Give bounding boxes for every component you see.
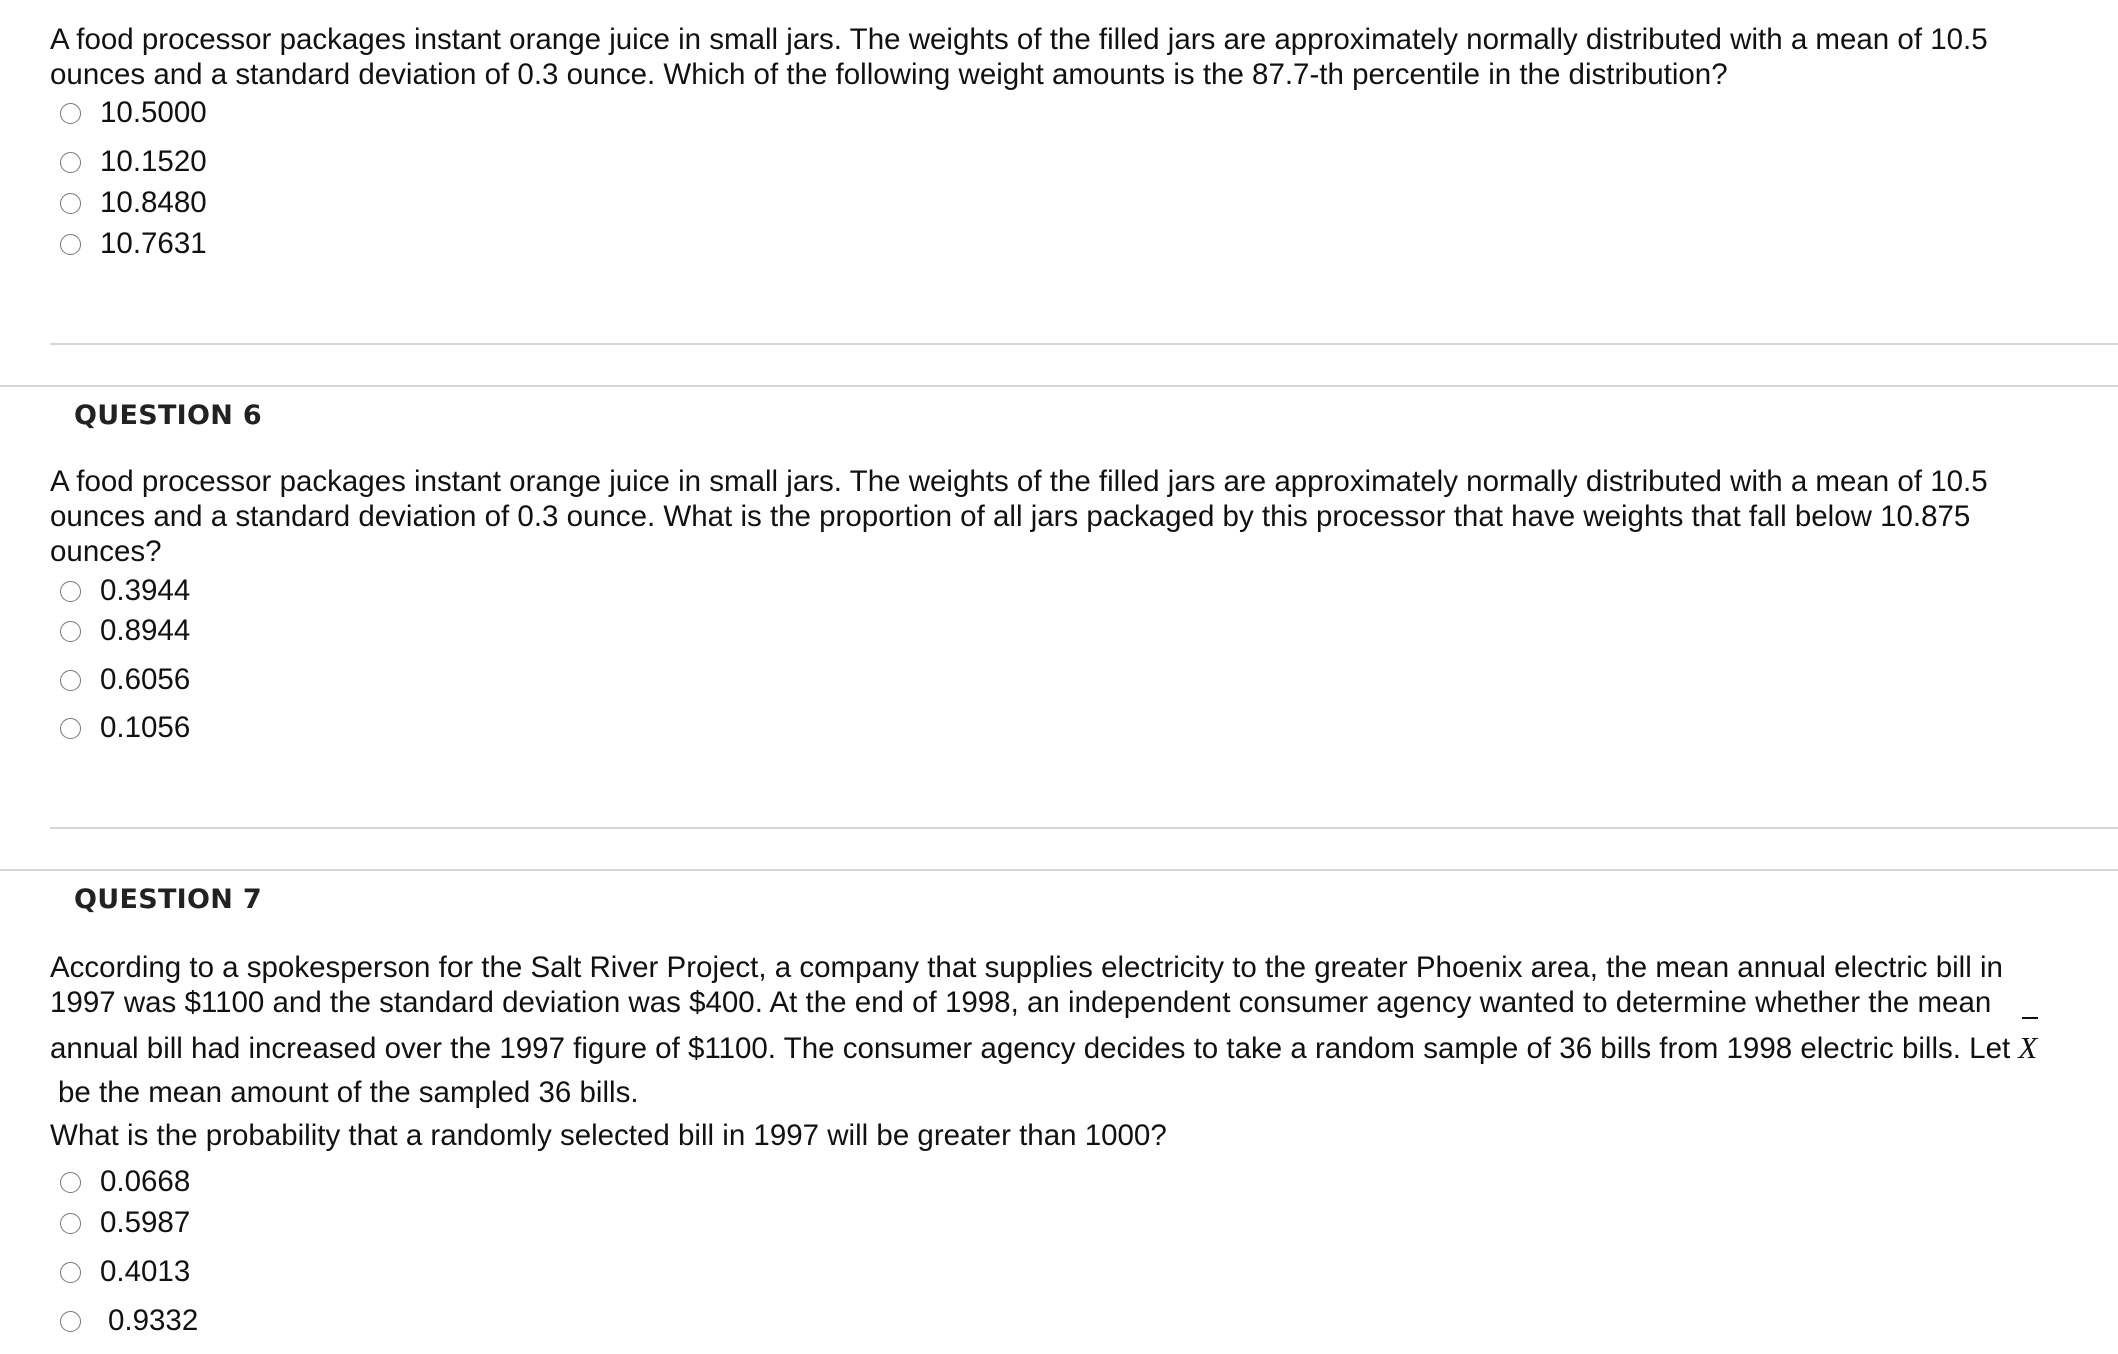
divider (50, 343, 2118, 345)
radio-button[interactable] (60, 718, 81, 739)
section-divider (0, 869, 2118, 871)
q6-option-3[interactable] (60, 663, 190, 697)
q6-question-text (50, 464, 2050, 569)
q7-question-line-3-text: annual bill had increased over the 1997 figure of $1100. The consumer agency decides to take a random sample of 36 bills from 1998 electric bills. Let (50, 1032, 2011, 1065)
q6-heading: QUESTION 6 (74, 400, 262, 431)
q7-option-3-label: 0.4013 (100, 1255, 191, 1288)
q5-option-1-label: 10.5000 (100, 96, 207, 129)
q7-option-1-label: 0.0668 (100, 1165, 191, 1198)
x-bar-symbol: X (2018, 1030, 2038, 1065)
radio-button[interactable] (60, 1213, 81, 1234)
q5-option-2-label: 10.1520 (100, 145, 207, 178)
q6-option-3-label: 0.6056 (100, 663, 191, 696)
radio-button[interactable] (60, 581, 81, 602)
q6-option-4-label: 0.1056 (100, 711, 191, 744)
q5-option-3[interactable] (60, 186, 207, 220)
radio-button[interactable] (60, 152, 81, 173)
divider (50, 827, 2118, 829)
radio-button[interactable] (60, 1311, 81, 1332)
q7-option-1[interactable] (60, 1165, 190, 1199)
radio-button[interactable] (60, 1262, 81, 1283)
radio-button[interactable] (60, 621, 81, 642)
q7-question-line-4: be the mean amount of the sampled 36 bills. (58, 1076, 639, 1109)
q5-option-1[interactable] (60, 96, 207, 130)
radio-button[interactable] (60, 234, 81, 255)
q6-option-1-label: 0.3944 (100, 574, 191, 607)
radio-button[interactable] (60, 193, 81, 214)
q7-option-2[interactable] (60, 1206, 190, 1240)
radio-button[interactable] (60, 670, 81, 691)
q5-question-paragraph: A food processor packages instant orange juice in small jars. The weights of the filled jars are approximately normally distributed with a mean of 10.5 ounces and a standard deviation of 0.3 ounce. Which of the following weight amounts is the 87.7-th percentile in the distribution? (50, 23, 1988, 91)
q6-option-2-label: 0.8944 (100, 614, 191, 647)
q7-option-4[interactable] (60, 1304, 198, 1338)
q6-option-1[interactable] (60, 574, 190, 608)
section-divider (0, 385, 2118, 387)
q5-option-4[interactable] (60, 227, 207, 261)
radio-button[interactable] (60, 103, 81, 124)
q6-question-paragraph: A food processor packages instant orange juice in small jars. The weights of the filled jars are approximately normally distributed with a mean of 10.5 ounces and a standard deviation of 0.3 ounce. What is the proportion of all jars packaged by this processor that have weights that fall below 10.875 ounces? (50, 465, 1988, 568)
q7-option-3[interactable] (60, 1255, 190, 1289)
q7-option-2-label: 0.5987 (100, 1206, 191, 1239)
q7-heading: QUESTION 7 (74, 884, 262, 915)
q5-option-2[interactable] (60, 145, 207, 179)
q6-option-4[interactable] (60, 711, 190, 745)
q7-question-prompt: What is the probability that a randomly selected bill in 1997 will be greater than 1000? (50, 1119, 1167, 1152)
q7-question-line-2: 1997 was $1100 and the standard deviation was $400. At the end of 1998, an independent consumer agency wanted to determine whether the mean (50, 986, 1992, 1019)
radio-button[interactable] (60, 1172, 81, 1193)
q7-question-line-3 (50, 1030, 2050, 1066)
q7-question-line-1: According to a spokesperson for the Salt River Project, a company that supplies electricity to the greater Phoenix area, the mean annual electric bill in (50, 951, 2003, 984)
q7-option-4-label: 0.9332 (108, 1304, 199, 1337)
q5-question-text (50, 22, 2050, 92)
q6-option-2[interactable] (60, 614, 190, 648)
q5-option-4-label: 10.7631 (100, 227, 207, 260)
q5-option-3-label: 10.8480 (100, 186, 207, 219)
